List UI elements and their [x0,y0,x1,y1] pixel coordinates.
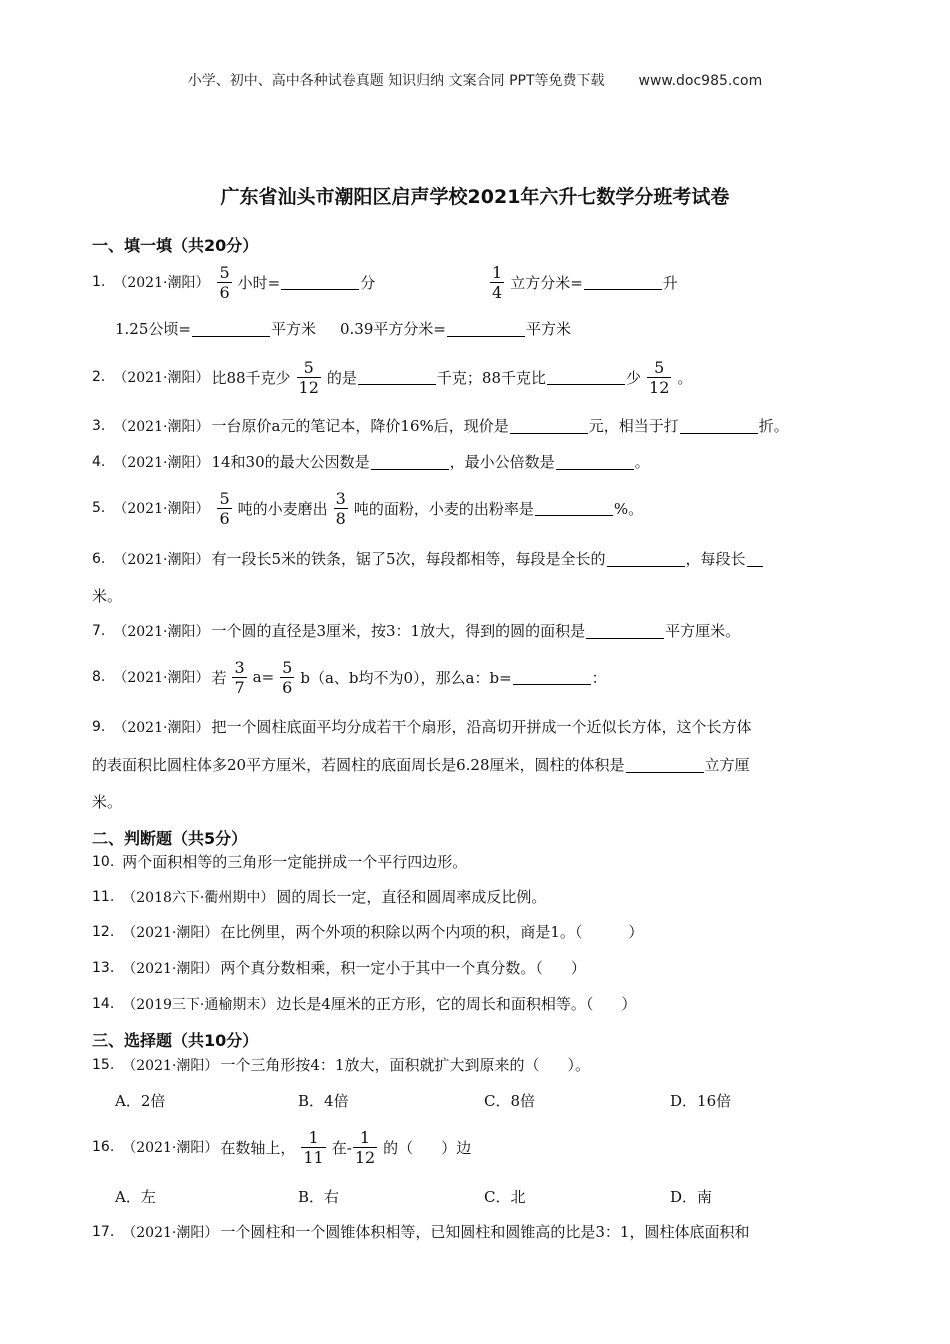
question-number: 10. [92,853,115,870]
question-text: 圆的周长一定，直径和圆周率成反比例。 [276,888,547,906]
question-number: 6. [92,550,106,567]
question-13 [92,957,586,978]
question-7 [92,620,740,641]
question-source: （2021·潮阳） [113,418,210,435]
page-header [0,70,950,90]
question-text: 一台原价a元的笔记本，降价16%后，现价是 [211,417,509,435]
fraction [647,358,671,397]
fraction [232,658,246,697]
question-text: 比88千克少 [211,368,291,387]
question-text: 。 [634,453,650,471]
numerator: 3 [335,488,346,508]
question-number: 16. [92,1139,115,1155]
question-text: 分 [360,273,376,292]
question-text: 升 [662,273,678,292]
question-text: 一个圆的直径是3厘米，按3：1放大，得到的圆的面积是 [211,622,586,640]
question-text: b（a、b均不为0），那么a：b= [300,668,512,687]
question-number: 7. [92,622,106,639]
question-text: 的（ [383,1138,414,1157]
question-text: 立方分米= [510,273,583,292]
question-source: （2021·潮阳） [113,719,210,736]
numerator: 5 [303,357,314,377]
question-number: 8. [92,669,106,685]
question-number: 1. [92,274,106,290]
numerator: 5 [654,357,665,377]
fraction [301,1128,325,1167]
denominator: 6 [219,282,230,302]
question-10 [92,851,467,872]
question-text: 两个真分数相乘，积一定小于其中一个真分数。（ [220,959,543,977]
answer-blank[interactable] [547,369,625,385]
answer-blank[interactable] [447,321,525,337]
answer-blank[interactable] [556,454,634,470]
question-text: 在数轴上， [220,1138,296,1157]
denominator: 6 [219,508,230,528]
question-14 [92,993,636,1014]
question-text: 吨的面粉，小麦的出粉率是 [353,499,534,518]
numerator: 5 [219,488,230,508]
question-text: 14和30的最大公因数是 [211,453,370,471]
question-text: 平方厘米。 [665,622,741,640]
question-number: 4. [92,453,106,470]
numerator: 5 [219,262,230,282]
question-text: 若 [211,668,227,687]
question-number: 12. [92,923,115,940]
question-8 [92,655,607,699]
option-c[interactable]: C．8倍 [484,1092,536,1110]
question-text: 一个圆柱和一个圆锥体积相等，已知圆柱和圆锥高的比是3：1，圆柱体底面积和 [220,1223,750,1241]
denominator: 11 [303,1147,324,1167]
denominator: 4 [492,282,503,302]
denominator: 12 [354,1147,376,1167]
option-b[interactable]: B．右 [298,1188,340,1206]
question-source: （2021·潮阳） [113,501,210,517]
fraction [334,489,348,528]
fraction [353,1128,377,1167]
denominator: 8 [335,508,346,528]
question-text: 的表面积比圆柱体多20平方厘米，若圆柱的底面周长是6.28厘米，圆柱的体积是 [92,756,625,774]
question-source: （2021·潮阳） [113,623,210,640]
question-text: ，每段长 [685,550,746,568]
question-3 [92,415,789,436]
question-text: 把一个圆柱底面平均分成若干个扇形，沿高切开拼成一个近似长方体，这个长方体 [211,718,752,736]
answer-blank[interactable] [281,274,359,290]
question-text: ）边 [441,1138,472,1157]
question-1-part-2 [484,260,678,304]
question-text: ： [591,668,607,687]
question-text: ） [570,959,586,977]
answer-blank[interactable] [586,623,664,639]
option-b[interactable]: B．4倍 [298,1092,349,1110]
question-text: 在- [331,1138,352,1157]
answer-blank[interactable] [371,454,449,470]
denominator: 6 [282,677,293,697]
fraction [217,489,231,528]
question-source: （2021·潮阳） [122,1224,219,1241]
question-text: 1.25公顷= [115,320,191,338]
option-d[interactable]: D．16倍 [670,1092,732,1110]
question-text: 小时= [237,273,281,292]
question-text: 。 [677,368,693,387]
question-text: %。 [613,499,644,518]
question-16 [92,1125,471,1169]
question-2 [92,355,692,399]
page-title: 广东省汕头市潮阳区启声学校2021年六升七数学分班考试卷 [220,186,730,208]
question-text: 有一段长5米的铁条，锯了5次，每段都相等，每段是全长的 [211,550,606,568]
question-4 [92,451,650,472]
numerator: 5 [282,657,293,677]
question-1 [92,260,375,304]
section-true-false: 二、判断题（共5分） [92,829,248,848]
question-source: （2021·潮阳） [113,370,210,386]
question-text: ） [621,995,637,1013]
question-source: （2021·潮阳） [122,924,219,941]
question-9-line-3 [92,791,122,812]
denominator: 12 [298,377,319,397]
denominator: 12 [649,377,670,397]
answer-blank[interactable] [680,418,758,434]
answer-blank[interactable] [535,500,613,516]
question-source: （2021·潮阳） [113,454,210,471]
question-number: 9. [92,718,106,735]
denominator: 7 [234,677,245,697]
question-source: （2021·潮阳） [113,275,210,291]
answer-blank[interactable] [192,321,270,337]
question-number: 13. [92,959,115,976]
question-17 [92,1221,749,1242]
question-source: （2021·潮阳） [113,551,210,568]
question-12 [92,921,643,942]
question-text: 米。 [92,793,123,811]
header-text: 小学、初中、高中各种试卷真题 知识归纳 文案合同 PPT等免费下载 [187,73,605,89]
answer-blank[interactable] [510,418,588,434]
numerator: 1 [359,1127,371,1147]
answer-blank[interactable] [626,757,704,773]
header-url[interactable]: www.doc985.com [638,73,763,89]
question-15 [92,1054,590,1075]
question-text: a= [252,668,275,686]
numerator: 1 [308,1127,319,1147]
answer-blank[interactable] [358,369,436,385]
fraction [490,263,504,302]
question-source: （2018六下·衢州期中） [122,889,275,906]
option-a[interactable]: A．2倍 [115,1092,166,1110]
question-text: 0.39平方分米= [339,320,446,338]
question-1-line-2 [115,318,571,339]
question-text: ，最小公倍数是 [449,453,555,471]
answer-blank[interactable] [607,551,685,567]
question-text: 一个三角形按4：1放大，面积就扩大到原来的（ [220,1056,540,1074]
question-number: 15. [92,1056,115,1073]
question-source: （2021·潮阳） [122,960,219,977]
fraction [280,658,294,697]
answer-blank[interactable] [584,274,662,290]
option-c[interactable]: C．北 [484,1188,526,1206]
answer-blank[interactable] [513,669,591,685]
option-d[interactable]: D．南 [670,1188,713,1206]
question-source: （2021·潮阳） [113,670,210,686]
fraction [297,358,321,397]
question-text: 吨的小麦磨出 [237,499,328,518]
question-9-line-2 [92,754,750,775]
question-source: （2021·潮阳） [122,1057,219,1074]
question-11 [92,886,546,907]
question-text: ） [628,923,644,941]
numerator: 1 [492,262,503,282]
question-number: 11. [92,888,115,905]
question-text: 少 [626,368,642,387]
question-text: 米。 [92,587,123,605]
question-6-line-2 [92,585,122,606]
question-text: 在比例里，两个外项的积除以两个内项的积，商是1。（ [220,923,583,941]
section-fill-in: 一、填一填（共20分） [92,236,259,255]
question-number: 17. [92,1223,115,1240]
question-text: 平方米 [270,320,316,338]
question-source: （2019三下·通榆期末） [122,996,275,1013]
question-text: 边长是4厘米的正方形，它的周长和面积相等。（ [276,995,594,1013]
question-source: （2021·潮阳） [122,1140,219,1156]
section-multiple-choice: 三、选择题（共10分） [92,1031,259,1050]
question-text: 元，相当于打 [588,417,679,435]
fraction [217,263,231,302]
question-number: 14. [92,995,115,1012]
question-text: 两个面积相等的三角形一定能拼成一个平行四边形。 [122,853,468,871]
question-number: 5. [92,500,106,516]
question-text: 平方米 [525,320,571,338]
question-9 [92,716,751,737]
question-number: 3. [92,417,106,434]
question-5 [92,486,643,530]
question-text: 的是 [326,368,357,387]
option-a[interactable]: A．左 [115,1188,156,1206]
numerator: 3 [234,657,245,677]
question-text: 折。 [758,417,789,435]
question-number: 2. [92,369,106,385]
answer-blank[interactable] [747,551,763,567]
question-6 [92,548,764,569]
question-text: 立方厘 [704,756,750,774]
question-text: ）。 [567,1056,590,1074]
question-text: 千克；88千克比 [436,368,547,387]
